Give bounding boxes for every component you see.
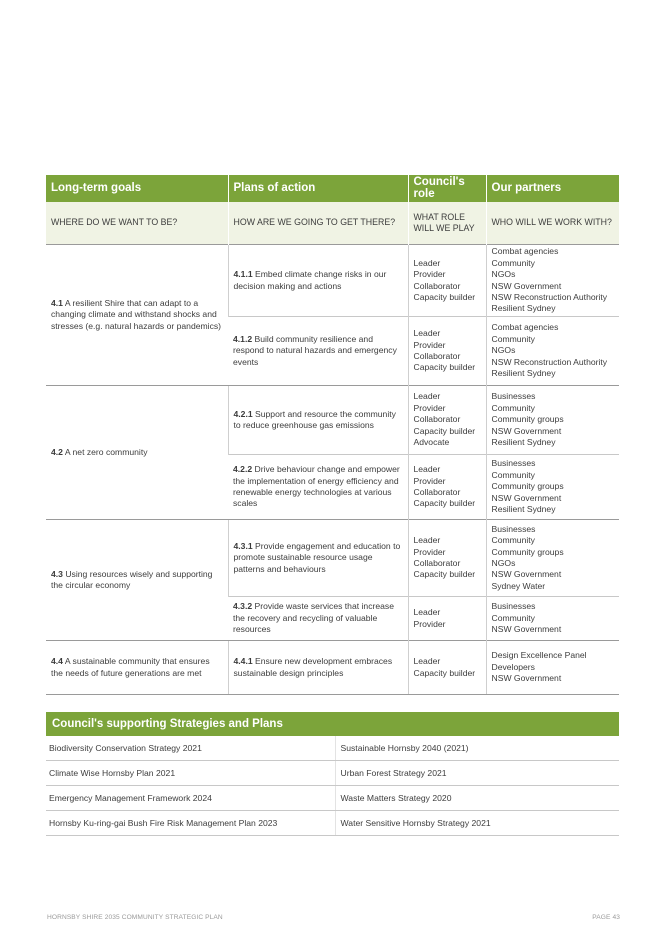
role-item: Advocate bbox=[413, 437, 450, 448]
partner-item: Community groups bbox=[491, 414, 564, 425]
role-item: Capacity builder bbox=[413, 667, 476, 678]
strategies-table bbox=[46, 712, 619, 836]
table-row bbox=[46, 736, 619, 761]
partners-cell bbox=[486, 597, 619, 641]
partner-item: Community bbox=[491, 333, 535, 344]
partner-item: NGOs bbox=[491, 345, 516, 356]
role-item: Leader bbox=[413, 328, 441, 339]
goal-cell bbox=[46, 245, 228, 386]
goal-number: 4.3 bbox=[51, 568, 63, 579]
partner-item: NSW Government bbox=[491, 673, 562, 684]
role-item: Leader bbox=[413, 464, 441, 475]
role-item: Capacity builder bbox=[413, 569, 476, 580]
partner-item: Community groups bbox=[491, 546, 564, 557]
strategy-item: Biodiversity Conservation Strategy 2021 bbox=[46, 736, 335, 761]
strategy-item: Climate Wise Hornsby Plan 2021 bbox=[46, 761, 335, 786]
header-long-term-goals: Long-term goals bbox=[46, 175, 228, 202]
goal-text: A resilient Shire that can adapt to a changing climate and withstand shocks and stresses (e.g. natural hazards or pandemics) bbox=[51, 297, 222, 331]
subheader-role: WHAT ROLE WILL WE PLAY bbox=[408, 202, 486, 245]
strategy-item: Water Sensitive Hornsby Strategy 2021 bbox=[335, 811, 619, 836]
partner-item: NSW Government bbox=[491, 624, 562, 635]
role-item: Provider bbox=[413, 475, 446, 486]
action-cell bbox=[228, 455, 408, 520]
action-cell bbox=[228, 520, 408, 597]
role-item: Collaborator bbox=[413, 558, 461, 568]
partner-item: NSW Reconstruction Authority bbox=[491, 356, 608, 367]
action-text: Build community resilience and respond to natural hazards and emergency events bbox=[233, 333, 397, 367]
action-number: 4.3.2 bbox=[233, 601, 253, 612]
partner-item: Businesses bbox=[491, 391, 536, 402]
action-number: 4.4.1 bbox=[233, 656, 253, 667]
goal-number: 4.4 bbox=[51, 656, 63, 667]
role-cell bbox=[408, 597, 486, 641]
action-cell bbox=[228, 245, 408, 317]
role-item: Leader bbox=[413, 656, 441, 667]
action-cell bbox=[228, 641, 408, 695]
role-cell bbox=[408, 641, 486, 695]
table-row bbox=[46, 811, 619, 836]
table-row bbox=[46, 761, 619, 786]
action-number: 4.2.2 bbox=[233, 464, 253, 475]
action-text: Provide waste services that increase the recovery and recycling of valuable resources bbox=[233, 601, 394, 635]
role-item: Provider bbox=[413, 339, 446, 350]
role-item: Collaborator bbox=[413, 414, 461, 425]
goals-table bbox=[46, 175, 619, 695]
role-item: Leader bbox=[413, 391, 441, 402]
partners-cell bbox=[486, 455, 619, 520]
action-number: 4.1.2 bbox=[233, 333, 253, 344]
role-item: Leader bbox=[413, 607, 441, 618]
action-number: 4.3.1 bbox=[233, 540, 253, 551]
action-text: Ensure new development embraces sustainable design principles bbox=[233, 656, 393, 678]
strategy-item: Emergency Management Framework 2024 bbox=[46, 786, 335, 811]
partner-item: NGOs bbox=[491, 558, 516, 568]
subheader-who: WHO WILL WE WORK WITH? bbox=[486, 202, 619, 245]
action-cell bbox=[228, 597, 408, 641]
role-item: Collaborator bbox=[413, 280, 461, 291]
partner-item: Developers bbox=[491, 661, 535, 672]
partner-item: NSW Reconstruction Authority bbox=[491, 291, 608, 302]
role-item: Provider bbox=[413, 269, 446, 280]
header-our-partners: Our partners bbox=[486, 175, 619, 202]
role-item: Capacity builder bbox=[413, 498, 476, 509]
role-item: Collaborator bbox=[413, 487, 461, 497]
role-cell bbox=[408, 317, 486, 386]
role-cell bbox=[408, 386, 486, 455]
strategy-item: Hornsby Ku-ring-gai Bush Fire Risk Management Plan 2023 bbox=[46, 811, 335, 836]
goal-text: Using resources wisely and supporting the circular economy bbox=[51, 568, 213, 590]
goal-number: 4.1 bbox=[51, 297, 63, 308]
table-row bbox=[46, 786, 619, 811]
partner-item: Sydney Water bbox=[491, 580, 546, 591]
partner-item: Design Excellence Panel bbox=[491, 650, 587, 661]
action-cell bbox=[228, 386, 408, 455]
role-cell bbox=[408, 245, 486, 317]
partner-item: NSW Government bbox=[491, 492, 562, 503]
strategy-item: Waste Matters Strategy 2020 bbox=[335, 786, 619, 811]
partner-item: Resilient Sydney bbox=[491, 303, 556, 314]
role-item: Capacity builder bbox=[413, 291, 476, 302]
goal-cell bbox=[46, 520, 228, 641]
partners-cell bbox=[486, 641, 619, 695]
partner-item: Businesses bbox=[491, 458, 536, 469]
role-item: Collaborator bbox=[413, 351, 461, 361]
footer-document-title: HORNSBY SHIRE 2035 COMMUNITY STRATEGIC PLAN bbox=[47, 914, 223, 921]
partners-cell bbox=[486, 386, 619, 455]
footer-page-number: PAGE 43 bbox=[592, 914, 620, 921]
action-number: 4.1.1 bbox=[233, 269, 253, 280]
strategy-item: Sustainable Hornsby 2040 (2021) bbox=[335, 736, 619, 761]
partner-item: Resilient Sydney bbox=[491, 368, 556, 379]
partners-cell bbox=[486, 520, 619, 597]
partner-item: Community bbox=[491, 257, 535, 268]
table-row bbox=[46, 520, 619, 597]
partner-item: Community bbox=[491, 469, 535, 480]
role-cell bbox=[408, 520, 486, 597]
role-item: Provider bbox=[413, 546, 446, 557]
partner-item: Community groups bbox=[491, 481, 564, 492]
partner-item: Businesses bbox=[491, 523, 536, 534]
partner-item: Businesses bbox=[491, 601, 536, 612]
partner-item: NGOs bbox=[491, 269, 516, 280]
partners-cell bbox=[486, 317, 619, 386]
partner-item: NSW Government bbox=[491, 280, 562, 291]
partner-item: Combat agencies bbox=[491, 322, 559, 333]
goal-cell bbox=[46, 641, 228, 695]
action-number: 4.2.1 bbox=[233, 408, 253, 419]
goal-text: A sustainable community that ensures the needs of future generations are met bbox=[51, 656, 210, 678]
subheader-how: HOW ARE WE GOING TO GET THERE? bbox=[228, 202, 408, 245]
goal-text: A net zero community bbox=[64, 446, 148, 457]
header-row bbox=[46, 175, 619, 202]
role-item: Capacity builder bbox=[413, 425, 476, 436]
subheader-where: WHERE DO WE WANT TO BE? bbox=[46, 202, 228, 245]
action-cell bbox=[228, 317, 408, 386]
partner-item: Community bbox=[491, 612, 535, 623]
partner-item: Combat agencies bbox=[491, 246, 559, 257]
partner-item: NSW Government bbox=[491, 425, 562, 436]
partner-item: Community bbox=[491, 402, 535, 413]
partner-item: NSW Government bbox=[491, 569, 562, 580]
partner-item: Resilient Sydney bbox=[491, 437, 556, 448]
table-row bbox=[46, 386, 619, 455]
header-plans-of-action: Plans of action bbox=[228, 175, 408, 202]
partner-item: Community bbox=[491, 535, 535, 546]
action-text: Support and resource the community to reduce greenhouse gas emissions bbox=[233, 408, 396, 430]
header-councils-role: Council's role bbox=[408, 175, 486, 202]
role-item: Provider bbox=[413, 618, 446, 629]
goal-cell bbox=[46, 386, 228, 520]
role-item: Provider bbox=[413, 402, 446, 413]
action-text: Provide engagement and education to promote sustainable resource usage patterns and behaviours bbox=[233, 540, 401, 574]
role-item: Leader bbox=[413, 257, 441, 268]
partners-cell bbox=[486, 245, 619, 317]
goal-number: 4.2 bbox=[51, 446, 63, 457]
strategies-title: Council's supporting Strategies and Plans bbox=[46, 712, 619, 736]
table-row bbox=[46, 641, 619, 695]
strategy-item: Urban Forest Strategy 2021 bbox=[335, 761, 619, 786]
subheader-row bbox=[46, 202, 619, 245]
role-cell bbox=[408, 455, 486, 520]
action-text: Drive behaviour change and empower the implementation of energy efficiency and renewable energy technologies at various scales bbox=[233, 464, 400, 509]
role-item: Leader bbox=[413, 535, 441, 546]
role-item: Capacity builder bbox=[413, 362, 476, 373]
table-row bbox=[46, 245, 619, 317]
partner-item: Resilient Sydney bbox=[491, 504, 556, 515]
action-text: Embed climate change risks in our decision making and actions bbox=[233, 269, 387, 291]
